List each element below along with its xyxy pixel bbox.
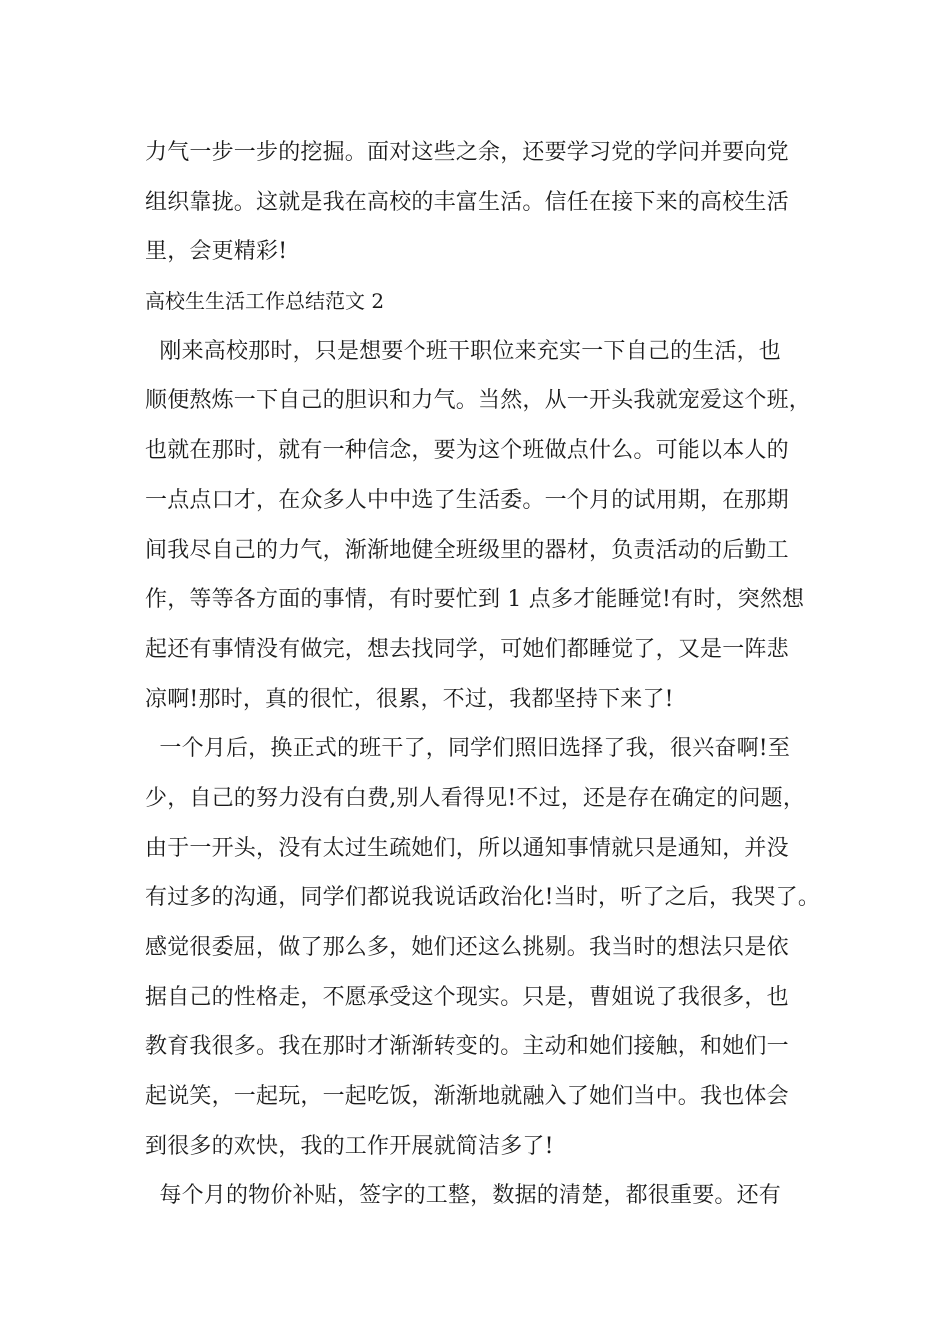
text-line: 凉啊!那时，真的很忙，很累，不过，我都坚持下来了! xyxy=(145,686,674,712)
document-body xyxy=(145,128,825,1221)
text-line: 教育我很多。我在那时才渐渐转变的。主动和她们接触，和她们一 xyxy=(145,1034,789,1060)
text-line: 力气一步一步的挖掘。面对这些之余，还要学习党的学问并要向党 xyxy=(145,140,789,165)
text-line: 一个月后，换正式的班干了，同学们照旧选择了我，很兴奋啊!至 xyxy=(145,736,791,762)
text-line: 组织靠拢。这就是我在高校的丰富生活。信任在接下来的高校生活 xyxy=(145,189,789,215)
text-line: 一点点口才，在众多人中中选了生活委。一个月的试用期，在那期 xyxy=(145,487,789,513)
text-line: 起说笑，一起玩，一起吃饭，渐渐地就融入了她们当中。我也体会 xyxy=(145,1084,789,1110)
text-line: 有过多的沟通，同学们都说我说话政治化!当时，听了之后，我哭了。 xyxy=(145,885,821,911)
text-line: 顺便熬炼一下自己的胆识和力气。当然，从一开头我就宠爱这个班， xyxy=(145,388,812,414)
text-line: 少，自己的努力没有白费,别人看得见!不过，还是存在确定的问题， xyxy=(145,785,806,811)
text-line: 间我尽自己的力气，渐渐地健全班级里的器材，负责活动的后勤工 xyxy=(145,537,789,563)
text-line: 据自己的性格走，不愿承受这个现实。只是，曹姐说了我很多，也 xyxy=(145,984,789,1010)
text-line: 由于一开头，没有太过生疏她们，所以通知事情就只是通知，并没 xyxy=(145,835,789,861)
text-line: 每个月的物价补贴，签字的工整，数据的清楚，都很重要。还有 xyxy=(145,1183,781,1209)
text-line: 起还有事情没有做完，想去找同学，可她们都睡觉了，又是一阵悲 xyxy=(145,636,789,662)
text-line: 也就在那时，就有一种信念，要为这个班做点什么。可能以本人的 xyxy=(145,438,789,464)
text-line: 到很多的欢快，我的工作开展就简洁多了! xyxy=(145,1133,554,1159)
text-line: 刚来高校那时，只是想要个班干职位来充实一下自己的生活，也 xyxy=(145,338,781,364)
section-heading: 高校生生活工作总结范文 2 xyxy=(145,289,385,314)
text-line: 作，等等各方面的事情，有时要忙到 1 点多才能睡觉!有时，突然想 xyxy=(145,587,805,613)
text-line: 里，会更精彩! xyxy=(145,239,288,265)
text-line: 感觉很委屈，做了那么多，她们还这么挑剔。我当时的想法只是依 xyxy=(145,935,789,960)
